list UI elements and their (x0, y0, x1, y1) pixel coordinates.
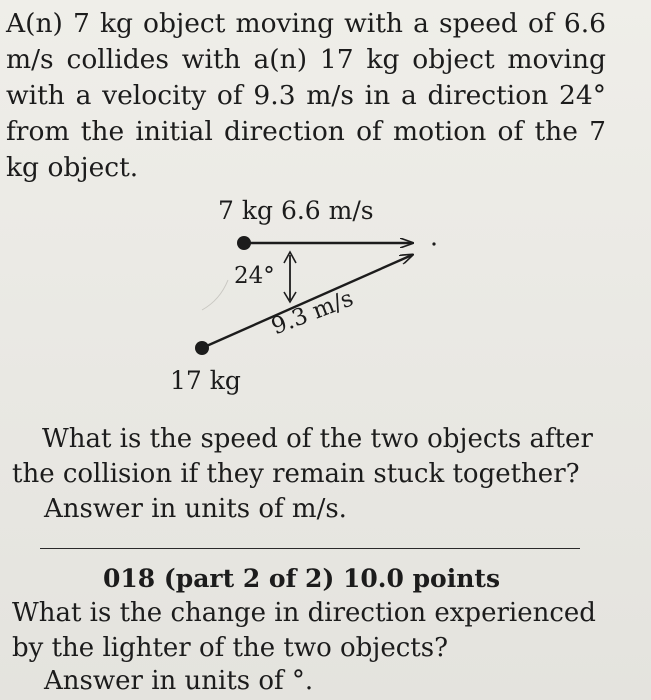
part-2-question: What is the change in direction experienced by the lighter of the two objects? (12, 598, 596, 663)
bottom-object-label: 17 kg (170, 366, 241, 395)
question-1-line-1: What is the speed of the two objects after (42, 424, 593, 454)
stray-dot (432, 242, 435, 245)
question-1 (12, 422, 612, 492)
collision-diagram (150, 190, 450, 405)
part-2-answer-units: Answer in units of °. (44, 666, 314, 696)
reference-arc (202, 280, 228, 310)
question-1-answer-units: Answer in units of m/s. (44, 494, 347, 524)
angle-label: 24° (234, 263, 275, 289)
part-2-header: 018 (part 2 of 2) 10.0 points (103, 564, 501, 593)
top-object-label: 7 kg 6.6 m/s (218, 196, 374, 225)
question-1-line-2: the collision if they remain stuck together? (12, 459, 580, 489)
problem-statement: A(n) 7 kg object moving with a speed of 6.6 m/s collides with a(n) 17 kg object moving with a velocity of 9.3 m/s in a direction 24° from the initial direction of motion of the 7 kg object. (6, 8, 606, 183)
velocity-label: 9.3 m/s (268, 285, 357, 341)
answer-divider (40, 548, 580, 549)
